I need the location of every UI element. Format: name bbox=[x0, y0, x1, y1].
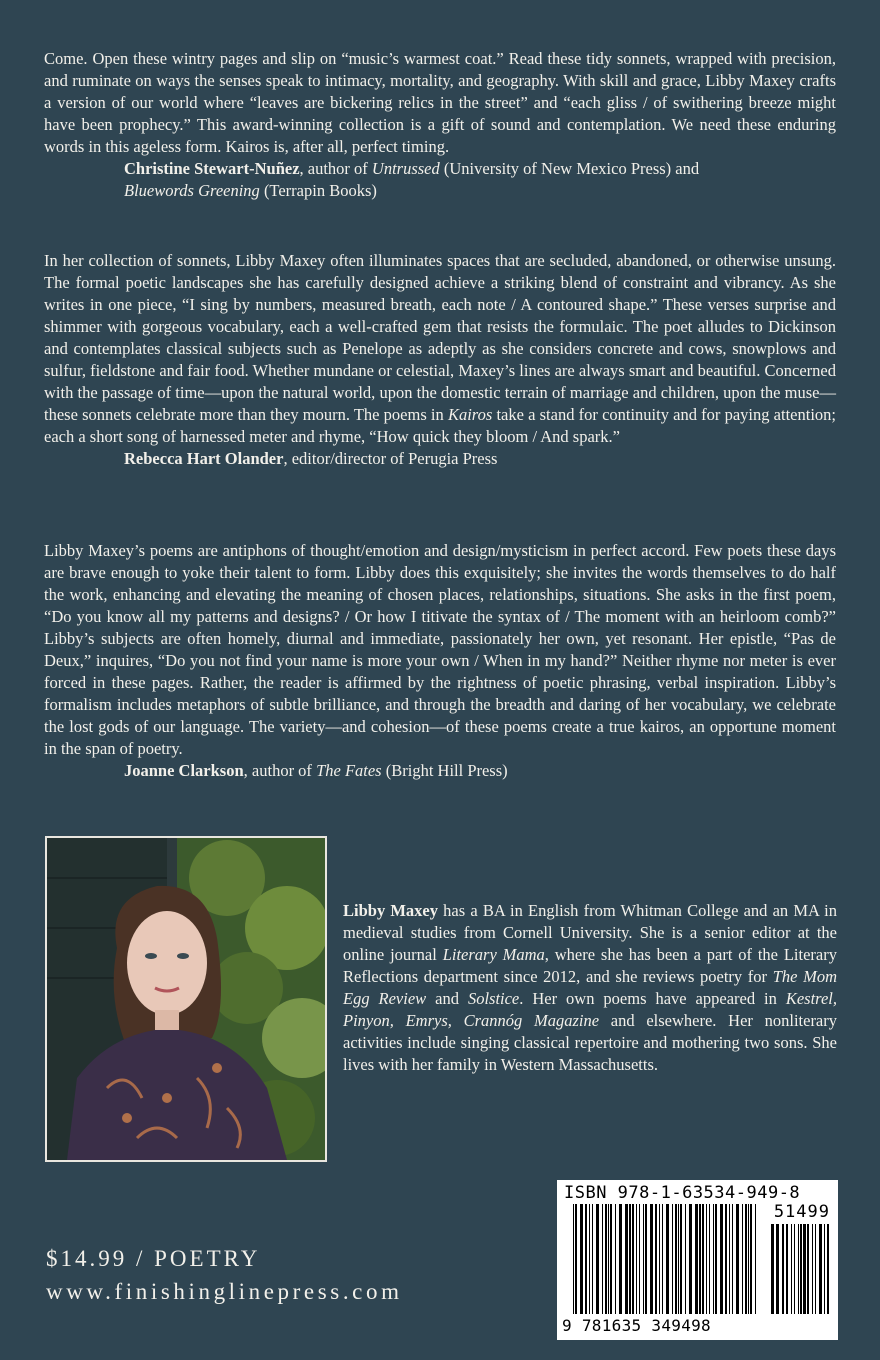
blurb-text: Libby Maxey’s poems are antiphons of thought/emotion and design/mysticism in perfect accord. Few poets these days are brave enough to yoke their talent to form. Libby does this exquisitely; she invites the words themselves to do half the work, enhancing and elevating the meaning of chosen places, relationships, situations. She asks in the first poem, “Do you know all my patterns and designs? / Or how I titivate the syntax of / The moment with an heirloom comb?” Libby’s subjects are often homely, diurnal and immediate, passionately her own, yet resonant. Her epistle, “Pas de Deux,” inquires, “Do you not find your name is more your own / When in my hand?” Neither rhyme nor meter is ever forced in these pages. Rather, the reader is affirmed by the rightness of poetic phrasing, verbal inspiration. Libby’s formalism includes metaphors of subtle brilliance, and through the breadth and daring of her vocabulary, we celebrate the lost gods of our language. The variety—and cohesion—of these poems create a true kairos, an opportune moment in the span of poetry. bbox=[44, 541, 836, 758]
bio-text: and elsewhere. Her nonliterary activities include singing classical repertoire and mothering two sons. She lives with her family in Western Massachusetts. bbox=[343, 1011, 838, 1074]
barcode-bar bbox=[573, 1204, 574, 1314]
addon-bar bbox=[791, 1224, 792, 1314]
barcode-bar bbox=[755, 1204, 756, 1314]
barcode-bar bbox=[742, 1204, 743, 1314]
addon-bar bbox=[800, 1224, 802, 1314]
bio-publication: The Mom Egg Review bbox=[343, 967, 837, 1008]
bio-publication: Solstice bbox=[467, 989, 520, 1008]
author-photo bbox=[45, 836, 327, 1162]
attribution-text: , author of bbox=[243, 761, 317, 780]
barcode-bar bbox=[608, 1204, 609, 1314]
barcode-bar bbox=[639, 1204, 640, 1314]
barcode-bar bbox=[632, 1204, 634, 1314]
bio-text: . Her own poems have appeared in bbox=[519, 989, 786, 1008]
barcode-bar bbox=[650, 1204, 653, 1314]
barcode-bar bbox=[602, 1204, 603, 1314]
book-title: Bluewords Greening bbox=[124, 181, 260, 200]
barcode-bar bbox=[715, 1204, 717, 1314]
addon-bar bbox=[824, 1224, 825, 1314]
addon-bar bbox=[776, 1224, 779, 1314]
addon-bar bbox=[827, 1224, 829, 1314]
barcode-bar bbox=[678, 1204, 679, 1314]
barcode-bar bbox=[675, 1204, 677, 1314]
barcode-bar bbox=[629, 1204, 631, 1314]
addon-bar bbox=[815, 1224, 816, 1314]
blurb-stewart-nunez bbox=[44, 48, 836, 202]
book-title: The Fates bbox=[316, 761, 382, 780]
barcode-bar bbox=[672, 1204, 673, 1314]
attribution-text: , editor/director of Perugia Press bbox=[283, 449, 498, 468]
price-addon-label: 51499 bbox=[773, 1202, 830, 1222]
attribution-text: (Terrapin Books) bbox=[259, 181, 377, 200]
ean-digits: 9 781635 349498 bbox=[562, 1316, 711, 1335]
blurb-text-part: In her collection of sonnets, Libby Maxey often illuminates spaces that are secluded, abandoned, or otherwise unsung. The formal poetic landscapes she has carefully designed achieve a striking blend of constraint and vibrancy. As she writes in one piece, “I sing by numbers, measured breath, each note / A contoured shape.” These verses surprise and shimmer with gorgeous vocabulary, each a well-crafted gem that resists the formulaic. The poet alludes to Dickinson and contemplates classical subjects such as Penelope as adeptly as she considers concrete and cows, snowplows and sulfur, fieldstone and fair food. Whether mundane or celestial, Maxey’s lines are always smart and beautiful. Concerned with the passage of time—upon the natural world, upon the domestic terrain of marriage and children, upon the muse—these sonnets celebrate more than they mourn. The poems in bbox=[44, 251, 836, 424]
attribution-author: Rebecca Hart Olander bbox=[124, 449, 284, 468]
bio-author-name: Libby Maxey bbox=[343, 901, 439, 920]
barcode-bar bbox=[709, 1204, 710, 1314]
barcode-bar bbox=[610, 1204, 612, 1314]
barcode-bar bbox=[732, 1204, 733, 1314]
blurb-attribution bbox=[44, 760, 836, 782]
addon-bar bbox=[807, 1224, 809, 1314]
addon-bar bbox=[803, 1224, 806, 1314]
addon-bar bbox=[794, 1224, 795, 1314]
barcode-bar bbox=[720, 1204, 723, 1314]
barcode-bar bbox=[699, 1204, 701, 1314]
blurb-attribution bbox=[44, 158, 836, 202]
isbn-barcode bbox=[557, 1180, 838, 1340]
barcode-bar bbox=[725, 1204, 727, 1314]
addon-bar bbox=[812, 1224, 813, 1314]
blurb-text bbox=[44, 250, 836, 448]
barcode-bar bbox=[585, 1204, 587, 1314]
barcode-bar bbox=[748, 1204, 749, 1314]
blurb-attribution bbox=[44, 448, 836, 470]
isbn-label: ISBN 978-1-63534-949-8 bbox=[564, 1183, 801, 1203]
bio-publication: Literary Mama bbox=[442, 945, 545, 964]
author-bio bbox=[343, 900, 837, 1076]
barcode-bar bbox=[706, 1204, 707, 1314]
attribution-author: Christine Stewart-Nuñez bbox=[124, 159, 300, 178]
blurb-hart-olander bbox=[44, 250, 836, 470]
addon-bar bbox=[819, 1224, 822, 1314]
blurb-text-part: take a stand for continuity and for paying attention; each a short song of harnessed meter and rhyme, “How quick they bloom / And spark.” bbox=[44, 405, 836, 446]
barcode-bar bbox=[655, 1204, 657, 1314]
barcode-bar bbox=[575, 1204, 577, 1314]
author-portrait-illustration bbox=[47, 838, 325, 1160]
barcode-bar bbox=[745, 1204, 747, 1314]
blurb-clarkson bbox=[44, 540, 836, 782]
barcode-bar bbox=[589, 1204, 590, 1314]
barcode-bar bbox=[625, 1204, 628, 1314]
barcode-bar bbox=[580, 1204, 583, 1314]
book-title: Kairos bbox=[447, 405, 493, 424]
book-title: Untrussed bbox=[371, 159, 440, 178]
barcode-bar bbox=[596, 1204, 599, 1314]
barcode-bar bbox=[643, 1204, 644, 1314]
barcode-bar bbox=[685, 1204, 686, 1314]
addon-bar bbox=[786, 1224, 788, 1314]
barcode-bar bbox=[702, 1204, 704, 1314]
barcode-bar bbox=[680, 1204, 682, 1314]
barcode-bar bbox=[636, 1204, 637, 1314]
barcode-bar bbox=[695, 1204, 698, 1314]
barcode-bar bbox=[592, 1204, 593, 1314]
barcode-bar bbox=[645, 1204, 647, 1314]
bio-text: and bbox=[426, 989, 468, 1008]
barcode-bar bbox=[619, 1204, 622, 1314]
attribution-text: , author of bbox=[299, 159, 372, 178]
blurb-text: Come. Open these wintry pages and slip on “music’s warmest coat.” Read these tidy sonnets, wrapped with precision, and ruminate on ways the senses speak to intimacy, mortality, and geography. With skill and grace, Libby Maxey crafts a version of our world where “leaves are bickering relics in the street” and “each gliss / of swithering breeze might have been prophecy.” This award-winning collection is a gift of sound and contemplation. We need these enduring words in this ageless form. Kairos is, after all, perfect timing. bbox=[44, 49, 836, 156]
barcode-bar bbox=[729, 1204, 730, 1314]
bio-publication: Kestrel, Pinyon, Emrys, Crannóg Magazine bbox=[343, 989, 838, 1030]
barcode-bar bbox=[689, 1204, 692, 1314]
addon-bar bbox=[771, 1224, 774, 1314]
attribution-text: (University of New Mexico Press) and bbox=[439, 159, 700, 178]
addon-bar bbox=[798, 1224, 799, 1314]
barcode-bar bbox=[750, 1204, 752, 1314]
barcode-bar bbox=[713, 1204, 714, 1314]
barcode-bar bbox=[666, 1204, 669, 1314]
barcode-bar bbox=[615, 1204, 616, 1314]
barcode-bar bbox=[736, 1204, 739, 1314]
attribution-text: (Bright Hill Press) bbox=[381, 761, 508, 780]
barcode-bar bbox=[659, 1204, 660, 1314]
barcode-bar bbox=[662, 1204, 663, 1314]
attribution-author: Joanne Clarkson bbox=[124, 761, 244, 780]
barcode-bar bbox=[605, 1204, 607, 1314]
publisher-url[interactable]: www.finishinglinepress.com bbox=[46, 1279, 403, 1304]
bio-text: has a BA in English from Whitman College and an MA in medieval studies from Cornell University. She is a senior editor at the online journal bbox=[343, 901, 837, 964]
addon-bar bbox=[782, 1224, 784, 1314]
price-category: $14.99 / POETRY bbox=[46, 1246, 261, 1271]
bio-text: , where she has been a part of the Literary Reflections department since 2012, and she reviews poetry for bbox=[343, 945, 837, 986]
